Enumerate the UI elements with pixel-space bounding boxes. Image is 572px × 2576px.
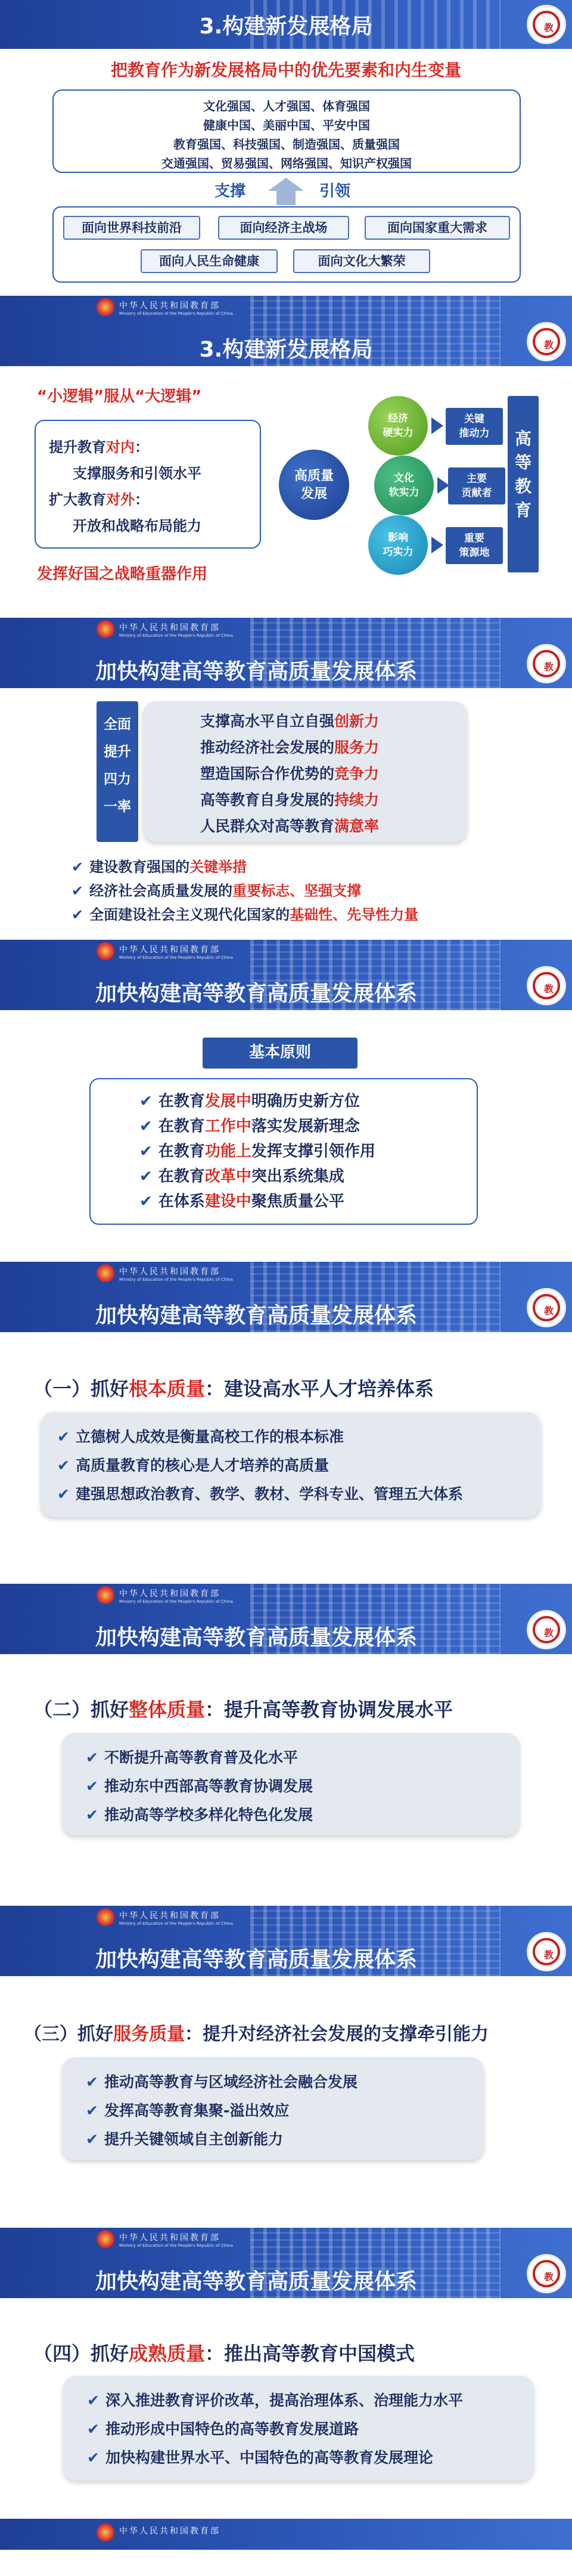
principle-item: ✔ 在教育工作中落实发展新理念 — [139, 1117, 360, 1135]
ministry-name: 中华人民共和国教育部 — [119, 2233, 220, 2243]
university-logo-icon: 教 — [527, 644, 566, 683]
box-line: 扩大教育对外： — [49, 491, 149, 508]
ministry-name: 中华人民共和国教育部 — [119, 1267, 220, 1277]
check-icon: ✔ — [139, 1117, 153, 1135]
slide-title: 加快构建高等教育高质量发展体系 — [95, 1304, 418, 1328]
national-emblem-icon — [97, 1264, 114, 1282]
slide-header — [0, 618, 572, 688]
slide-header — [0, 1262, 572, 1332]
check-icon: ✔ — [86, 2073, 98, 2091]
check-icon: ✔ — [86, 1749, 98, 1766]
section-heading: （四）抓好成熟质量：推出高等教育中国模式 — [33, 2342, 415, 2365]
check-icon: ✔ — [139, 1193, 153, 1210]
high-quality-development-node: 高质量 发展 — [279, 450, 349, 520]
section-item: ✔ 不断提升高等教育普及化水平 — [86, 1749, 298, 1766]
slide-title: 加快构建高等教育高质量发展体系 — [95, 1626, 418, 1650]
slide-title: 加快构建高等教育高质量发展体系 — [95, 1948, 418, 1972]
national-emblem-icon — [97, 2230, 114, 2248]
section-item: ✔ 加快构建世界水平、中国特色的高等教育发展理论 — [87, 2449, 433, 2466]
ministry-name-en: Ministry of Education of the People's Republic of China — [119, 1921, 233, 1926]
slide-title: 加快构建高等教育高质量发展体系 — [95, 982, 418, 1006]
facing-item: 面向世界科技前沿 — [63, 216, 200, 240]
check-icon: ✔ — [87, 2392, 100, 2409]
slide-header — [0, 296, 572, 366]
slide-title: 加快构建高等教育高质量发展体系 — [95, 660, 418, 684]
slide-overall-quality — [0, 1584, 572, 1906]
slide-header — [0, 2228, 572, 2298]
section-heading: （二）抓好整体质量：提升高等教育协调发展水平 — [33, 1698, 453, 1721]
check-icon: ✔ — [72, 859, 84, 875]
cultural-power-node: 文化 软实力 — [374, 456, 434, 515]
section-item: ✔ 立德树人成效是衡量高校工作的根本标准 — [57, 1428, 344, 1445]
strategic-role-text: 发挥好国之战略重器作用 — [37, 565, 208, 583]
section-heading: （一）抓好根本质量：建设高水平人才培养体系 — [33, 1377, 434, 1400]
ministry-name: 中华人民共和国教育部 — [119, 623, 220, 633]
facing-item: 面向国家重大需求 — [365, 216, 510, 240]
influence-power-node: 影响 巧实力 — [368, 515, 428, 575]
principle-item: ✔ 在教育功能上发挥支撑引领作用 — [139, 1143, 375, 1160]
arrow-right-icon — [431, 417, 443, 434]
powers-line: 文化强国、人才强国、体育强国 — [203, 99, 370, 113]
facing-box — [52, 206, 521, 283]
section-item: ✔ 高质量教育的核心是人才培养的高质量 — [57, 1457, 329, 1474]
economic-power-node: 经济 硬实力 — [368, 396, 428, 456]
section-item: ✔ 推动高等学校多样化特色化发展 — [86, 1806, 313, 1823]
section-item: ✔ 发挥高等教育集聚-溢出效应 — [86, 2102, 290, 2119]
powers-box — [52, 89, 521, 173]
university-logo-icon: 教 — [527, 5, 566, 44]
university-logo-icon: 教 — [527, 1610, 566, 1649]
slide-mature-quality — [0, 2228, 572, 2550]
forces-list — [143, 701, 467, 842]
section-item: ✔ 推动高等教育与区域经济社会融合发展 — [86, 2073, 358, 2091]
section-box — [62, 1733, 520, 1835]
section-box — [62, 2057, 484, 2160]
national-emblem-icon — [97, 620, 114, 638]
force-item: 推动经济社会发展的服务力 — [200, 739, 380, 756]
ministry-name-en: Ministry of Education of the People's Republic of China — [119, 955, 233, 960]
powers-line: 健康中国、美丽中国、平安中国 — [203, 118, 370, 132]
check-icon: ✔ — [87, 2420, 100, 2438]
slide-fundamental-quality — [0, 1262, 572, 1584]
check-icon: ✔ — [72, 883, 84, 899]
check-icon: ✔ — [86, 1778, 98, 1795]
university-logo-icon: 教 — [527, 322, 566, 361]
checklist-item: ✔ 全面建设社会主义现代化国家的基础性、先导性力量 — [72, 906, 419, 923]
role-box: 关键 推动力 — [446, 408, 503, 445]
slide-header — [0, 0, 572, 49]
facing-item: 面向文化大繁荣 — [293, 249, 430, 273]
force-item: 高等教育自身发展的持续力 — [200, 791, 380, 809]
slide-header — [0, 1906, 572, 1976]
section-heading: （三）抓好服务质量：提升对经济社会发展的支撑牵引能力 — [24, 2024, 489, 2045]
section-box — [41, 1412, 541, 1517]
facing-item: 面向人民生命健康 — [141, 249, 278, 273]
national-emblem-icon — [97, 298, 114, 316]
ministry-name: 中华人民共和国教育部 — [119, 301, 220, 311]
slide-header — [0, 940, 572, 1010]
ministry-name-en: Ministry of Education of the People's Republic of China — [119, 633, 233, 638]
ministry-name: 中华人民共和国教育部 — [119, 1911, 220, 1921]
check-icon: ✔ — [86, 2131, 98, 2148]
national-emblem-icon — [97, 942, 114, 960]
university-logo-icon: 教 — [527, 1288, 566, 1327]
force-item: 人民群众对高等教育满意率 — [200, 818, 380, 835]
slide-header — [0, 1584, 572, 1654]
check-icon: ✔ — [86, 1806, 98, 1823]
slide-footer-band — [0, 2519, 572, 2550]
ministry-name: 中华人民共和国教育部 — [119, 945, 220, 955]
four-forces-label: 全面 提升 四力 一率 — [97, 701, 138, 842]
slide-service-quality — [0, 1906, 572, 2228]
check-icon: ✔ — [72, 906, 84, 923]
principle-item: ✔ 在教育改革中突出系统集成 — [139, 1168, 344, 1185]
section-item: ✔ 推动形成中国特色的高等教育发展道路 — [87, 2420, 359, 2438]
check-icon: ✔ — [87, 2449, 100, 2466]
slide-quality-system-overview — [0, 618, 572, 940]
facing-item: 面向经济主战场 — [218, 216, 349, 240]
arrow-right-icon — [431, 537, 443, 553]
up-arrow-icon — [263, 178, 309, 205]
checklist-item: ✔ 经济社会高质量发展的重要标志、坚强支撑 — [72, 883, 362, 899]
ministry-name-en: Ministry of Education of the People's Republic of China — [119, 2243, 233, 2248]
arrow-right-icon — [437, 477, 449, 494]
slide-title: 加快构建高等教育高质量发展体系 — [95, 2270, 418, 2294]
university-logo-icon: 教 — [527, 966, 566, 1005]
support-label: 支撑 — [214, 182, 246, 200]
powers-line: 教育强国、科技强国、制造强国、质量强国 — [173, 137, 400, 151]
check-icon: ✔ — [57, 1457, 70, 1474]
principles-box — [89, 1078, 478, 1225]
slide-subtitle: 把教育作为新发展格局中的优先要素和内生变量 — [110, 60, 461, 80]
principle-item: ✔ 在体系建设中聚焦质量公平 — [139, 1193, 344, 1210]
force-item: 支撑高水平自立自强创新力 — [200, 713, 380, 730]
national-emblem-icon — [97, 2524, 114, 2541]
box-line: 提升教育对内： — [49, 439, 149, 456]
section-item: ✔ 建强思想政治教育、教学、教材、学科专业、管理五大体系 — [57, 1485, 463, 1503]
university-logo-icon: 教 — [527, 1932, 566, 1971]
national-emblem-icon — [97, 1908, 114, 1926]
slide-basic-principles — [0, 940, 572, 1262]
principles-tag: 基本原则 — [203, 1038, 358, 1069]
lead-label: 引领 — [319, 182, 351, 200]
ministry-name-en: Ministry of Education of the People's Republic of China — [119, 1599, 233, 1604]
inward-outward-box — [35, 420, 261, 549]
ministry-name-en: Ministry of Education of the People's Republic of China — [119, 1277, 233, 1282]
section-item: ✔ 推动东中西部高等教育协调发展 — [86, 1778, 313, 1795]
slide-build-new-pattern-2 — [0, 296, 572, 618]
slide-build-new-pattern-1 — [0, 0, 572, 322]
powers-line: 交通强国、贸易强国、网络强国、知识产权强国 — [161, 156, 412, 171]
force-item: 塑造国际合作优势的竞争力 — [200, 765, 380, 782]
check-icon: ✔ — [57, 1428, 70, 1445]
section-box — [63, 2376, 534, 2481]
university-logo-icon: 教 — [527, 2254, 566, 2293]
principle-item: ✔ 在教育发展中明确历史新方位 — [139, 1092, 360, 1110]
box-line: 开放和战略布局能力 — [73, 518, 201, 534]
check-icon: ✔ — [57, 1485, 70, 1503]
slide-title: 3.构建新发展格局 — [199, 338, 373, 362]
check-icon: ✔ — [139, 1168, 153, 1185]
national-emblem-icon — [97, 1586, 114, 1604]
check-icon: ✔ — [139, 1143, 153, 1160]
section-item: ✔ 深入推进教育评价改革，提高治理体系、治理能力水平 — [87, 2392, 463, 2409]
checklist-item: ✔ 建设教育强国的关键举措 — [72, 859, 247, 875]
slogan: “小逻辑”服从“大逻辑” — [37, 388, 202, 405]
ministry-name-en: Ministry of Education of the People's Republic of China — [119, 311, 233, 316]
box-line: 支撑服务和引领水平 — [73, 465, 201, 482]
check-icon: ✔ — [139, 1092, 153, 1110]
ministry-name: 中华人民共和国教育部 — [119, 2527, 220, 2536]
slide-title: 3.构建新发展格局 — [199, 14, 373, 39]
role-box: 主要 贡献者 — [448, 467, 505, 504]
check-icon: ✔ — [86, 2102, 98, 2119]
role-box: 重要 策源地 — [446, 527, 503, 564]
higher-education-label: 高 等 教 育 — [508, 396, 539, 572]
ministry-name: 中华人民共和国教育部 — [119, 1589, 220, 1599]
section-item: ✔ 提升关键领域自主创新能力 — [86, 2131, 283, 2148]
